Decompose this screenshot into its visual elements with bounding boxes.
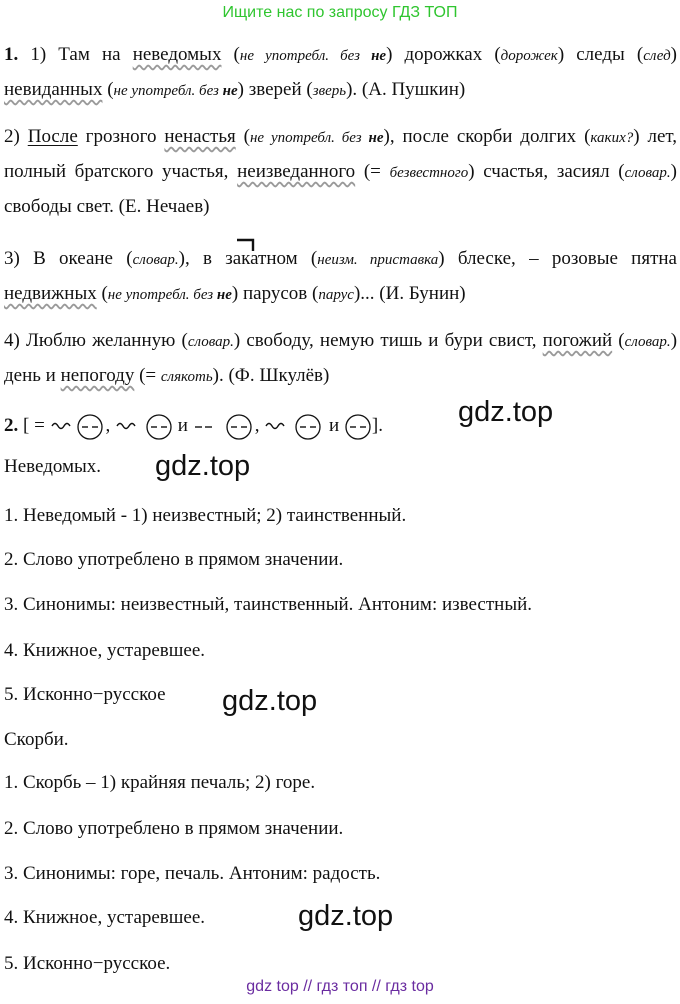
word2-title: Скорби. bbox=[4, 729, 69, 750]
exercise-1-number: 1. bbox=[4, 44, 19, 65]
text: грозного bbox=[77, 126, 165, 147]
word1-item-3: 3. Синонимы: неизвестный, таинственный. Антоним: известный. bbox=[4, 594, 533, 615]
text: ) bbox=[237, 79, 249, 100]
word2-item-3: 3. Синонимы: горе, печаль. Антоним: радость. bbox=[4, 863, 381, 884]
watermark: gdz.top bbox=[458, 396, 554, 428]
text: (= bbox=[355, 161, 390, 182]
word-nedvizhnykh: недвижных bbox=[4, 283, 97, 304]
note: словар. bbox=[132, 252, 179, 268]
watermark: gdz.top bbox=[155, 450, 251, 482]
note: парус bbox=[318, 287, 354, 303]
word2-item-1: 1. Скорбь – 1) крайняя печаль; 2) горе. bbox=[4, 772, 316, 793]
exercise-1-sentence-2: 2) После грозного ненастья (не употребл. без не), после скорби долгих (каких?) лет, полный братского участья, неизведанного (= безвестного) счастья, засиял (словар.) свободы свет. (Е. Нечаев) bbox=[4, 126, 677, 217]
note bbox=[114, 83, 238, 99]
note bbox=[250, 130, 384, 146]
exercise-1-sentence-1: 1. 1) Там на неведомых (не употребл. без не) дорожках (дорожек) следы (след) невиданных (не употребл. без не) зверей (зверь). (А. Пушкин) bbox=[4, 44, 677, 100]
text: ) счастья, засиял ( bbox=[468, 161, 625, 182]
scheme-separator: и bbox=[173, 415, 193, 436]
note-ne: не bbox=[222, 83, 238, 99]
text: ). (А. Пушкин) bbox=[346, 79, 466, 100]
scheme-separator: , bbox=[254, 415, 260, 436]
note bbox=[108, 287, 232, 303]
word-nenastya: ненастья bbox=[164, 126, 236, 147]
watermark: gdz.top bbox=[298, 900, 394, 932]
word1-item-2: 2. Слово употреблено в прямом значении. bbox=[4, 549, 344, 570]
note: словар. bbox=[187, 334, 234, 350]
note: безвестного bbox=[389, 165, 469, 181]
word-nevidannykh: невиданных bbox=[4, 79, 103, 100]
word-zakatnom: закатном bbox=[225, 248, 298, 269]
word2-item-4: 4. Книжное, устаревшее. bbox=[4, 907, 206, 928]
word-neizvedannogo: неизведанного bbox=[237, 161, 356, 182]
text: ), в bbox=[178, 248, 226, 269]
word1-item-4: 4. Книжное, устаревшее. bbox=[4, 640, 206, 661]
text: 1) Там на bbox=[18, 44, 133, 65]
word-dorozhkakh: дорожках bbox=[404, 44, 483, 65]
text: 4) Люблю желанную ( bbox=[4, 330, 188, 351]
word-nevedomykh: неведомых bbox=[132, 44, 222, 65]
text: ) bbox=[670, 44, 677, 65]
word1-title: Неведомых. bbox=[4, 456, 102, 477]
text: )... (И. Бунин) bbox=[353, 283, 466, 304]
note: каких? bbox=[590, 130, 634, 146]
note-text: не употребл. без bbox=[249, 130, 369, 146]
text: ) парусов ( bbox=[231, 283, 319, 304]
text: 2) bbox=[4, 126, 28, 147]
scheme-circle-icon bbox=[344, 413, 372, 441]
text: ) день и bbox=[4, 330, 678, 386]
word-nepogodu: непогоду bbox=[60, 365, 135, 386]
text: ) свободы свет. (Е. Нечаев) bbox=[4, 161, 677, 217]
text: ). (Ф. Шкулёв) bbox=[212, 365, 330, 386]
prefix-mark-icon bbox=[236, 236, 256, 252]
word2-item-2: 2. Слово употреблено в прямом значении. bbox=[4, 818, 344, 839]
word-pogozhiy: погожий bbox=[542, 330, 613, 351]
scheme-separator: и bbox=[324, 415, 344, 436]
note: неизм. приставка bbox=[317, 252, 439, 268]
note bbox=[240, 48, 386, 64]
note: зверь bbox=[312, 83, 347, 99]
note-text: не употребл. без bbox=[113, 83, 223, 99]
note-ne: не bbox=[368, 130, 384, 146]
note: словар. bbox=[624, 165, 671, 181]
text: ) свободу, немую тишь и бури свист, bbox=[233, 330, 543, 351]
scheme-wave-circle-icon bbox=[50, 413, 106, 441]
word1-item-1: 1. Неведомый - 1) неизвестный; 2) таинственный. bbox=[4, 505, 407, 526]
word-zverey: зверей bbox=[248, 79, 302, 100]
watermark: gdz.top bbox=[222, 685, 318, 717]
word1-item-5: 5. Исконно−русское bbox=[4, 684, 166, 705]
note: дорожек bbox=[500, 48, 558, 64]
text: ) bbox=[557, 44, 577, 65]
note-ne: не bbox=[371, 48, 387, 64]
text: ) лет, полный братского участья, bbox=[4, 126, 677, 182]
scheme-close: ]. bbox=[371, 415, 383, 436]
scheme-wave-circle-icon bbox=[115, 413, 173, 441]
note: след bbox=[643, 48, 671, 64]
word2-item-5: 5. Исконно−русское. bbox=[4, 953, 171, 974]
text: ) блеске, – розовые пятна bbox=[438, 248, 677, 269]
exercise-2-number: 2. bbox=[4, 415, 19, 436]
search-banner[interactable]: Ищите нас по запросу ГДЗ ТОП bbox=[222, 4, 458, 21]
note-text: не употребл. без bbox=[107, 287, 217, 303]
note-text: не употребл. без bbox=[239, 48, 372, 64]
text: 3) В океане ( bbox=[4, 248, 133, 269]
note: слякоть bbox=[160, 369, 213, 385]
text: ) bbox=[386, 44, 405, 65]
word-posle: После bbox=[27, 126, 78, 147]
footer-links[interactable]: gdz top // гдз топ // гдз top bbox=[246, 978, 434, 995]
scheme-separator: , bbox=[105, 415, 111, 436]
note-ne: не bbox=[216, 287, 232, 303]
scheme-open: [ = bbox=[18, 415, 50, 436]
text: ), после скорби долгих ( bbox=[383, 126, 591, 147]
note: словар. bbox=[624, 334, 671, 350]
exercise-1-sentence-4: 4) Люблю желанную (словар.) свободу, немую тишь и бури свист, погожий (словар.) день и непогоду (= слякоть). (Ф. Шкулёв) bbox=[4, 330, 678, 386]
exercise-2-scheme bbox=[4, 411, 383, 441]
exercise-1-sentence-3: 3) В океане (словар.), в закатном (неизм. приставка) блеске, – розовые пятна недвижных (не употребл. без не) парусов (парус)... (И. Бунин) bbox=[4, 248, 677, 304]
scheme-wave-circle-icon bbox=[264, 413, 324, 441]
word-sledy: следы bbox=[576, 44, 625, 65]
scheme-dash-circle-icon bbox=[193, 413, 255, 441]
